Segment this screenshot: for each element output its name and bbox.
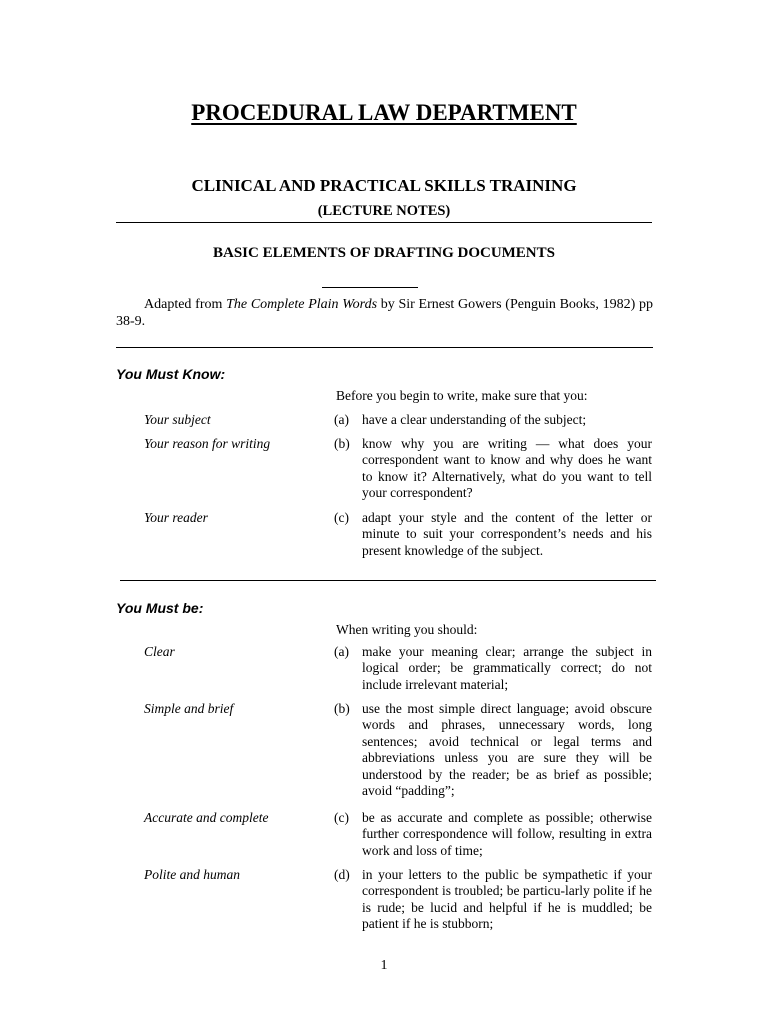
item-letter: (c): [334, 810, 349, 825]
course-title: CLINICAL AND PRACTICAL SKILLS TRAINING: [191, 176, 577, 195]
book-title: The Complete Plain Words: [226, 297, 378, 312]
item-description: adapt your style and the content of the letter or minute to suit your correspondent’s needs and his present knowledge of the subject.: [362, 510, 652, 558]
item-description: in your letters to the public be sympathetic if your correspondent is troubled; be particu-larly polite if he is rude; be lucid and helpful if he is muddled; be patient if he is stubborn;: [362, 867, 652, 932]
department-title: PROCEDURAL LAW DEPARTMENT: [191, 100, 577, 125]
must-know-heading: You Must Know:: [116, 366, 226, 382]
section-divider-2: [120, 580, 656, 581]
term-simple-and-brief: Simple and brief: [144, 701, 234, 716]
item-letter: (b): [334, 436, 350, 451]
term-accurate-and-complete: Accurate and complete: [144, 810, 269, 825]
item-letter: (c): [334, 510, 349, 525]
topic-title: BASIC ELEMENTS OF DRAFTING DOCUMENTS: [213, 245, 555, 261]
item-letter: (b): [334, 701, 350, 716]
term-your-subject: Your subject: [144, 412, 211, 427]
term-reason-for-writing: Your reason for writing: [144, 436, 271, 451]
section-divider-1: [116, 347, 653, 348]
item-description: use the most simple direct language; avoid obscure words and phrases, unnecessary words, long sentences; avoid technical or legal terms and abbreviations unless you are sure they will be understood by the reader; be as brief as possible; avoid “padding”;: [362, 701, 652, 799]
page-number: 1: [380, 958, 388, 973]
item-description: know why you are writing — what does your correspondent want to know and why does he want to know it? Alternatively, what do you want to tell your correspondent?: [362, 436, 652, 501]
item-letter: (a): [334, 644, 349, 659]
term-clear: Clear: [144, 644, 175, 659]
item-description: be as accurate and complete as possible; otherwise further correspondence will follow, resulting in extra work and loss of time;: [362, 810, 652, 858]
item-description: have a clear understanding of the subject;: [362, 412, 587, 427]
adapted-from-note: Adapted from The Complete Plain Words by Sir Ernest Gowers (Penguin Books, 1982) pp 38-9.: [116, 297, 653, 329]
item-letter: (d): [334, 867, 350, 882]
term-your-reader: Your reader: [144, 510, 208, 525]
header-divider: [116, 222, 652, 223]
topic-underline: [322, 287, 418, 288]
lecture-notes-label: (LECTURE NOTES): [317, 203, 451, 219]
must-be-heading: You Must be:: [116, 600, 204, 616]
must-know-intro: Before you begin to write, make sure that you:: [336, 388, 588, 403]
term-polite-and-human: Polite and human: [144, 867, 240, 882]
item-description: make your meaning clear; arrange the subject in logical order; be grammatically correct; do not include irrelevant material;: [362, 644, 652, 692]
item-letter: (a): [334, 412, 349, 427]
must-be-intro: When writing you should:: [336, 622, 478, 637]
